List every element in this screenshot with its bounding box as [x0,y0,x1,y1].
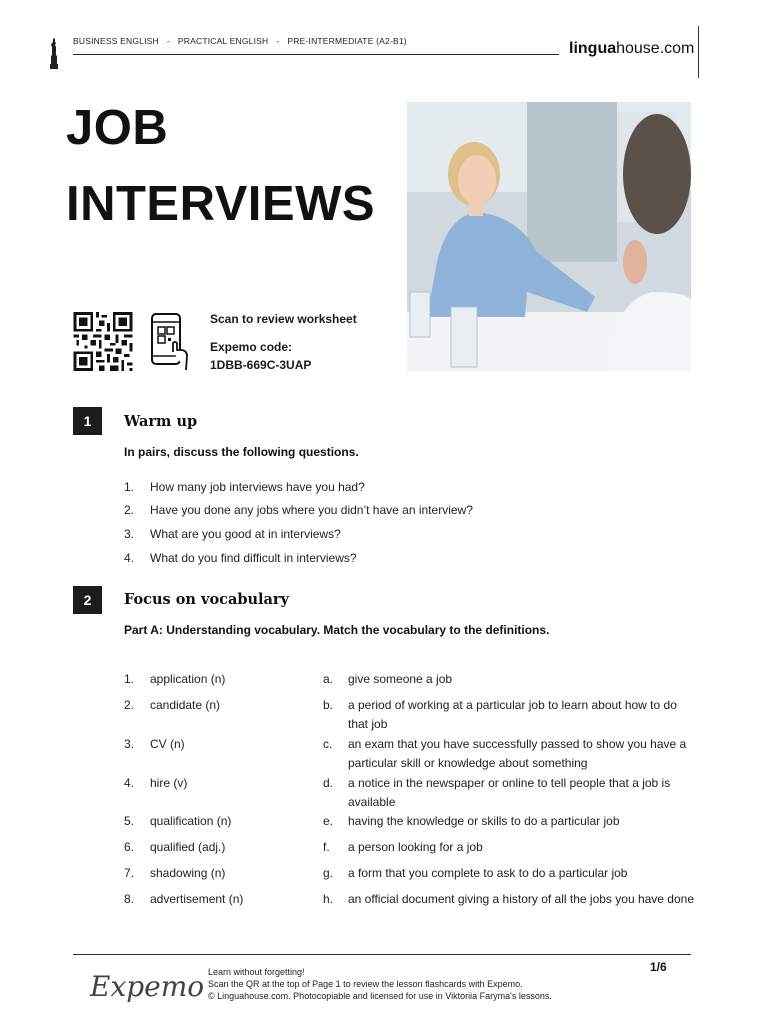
definition-letter: e. [323,814,334,828]
definition-letter: h. [323,892,334,906]
phone-scan-icon [149,312,191,372]
vocab-number: 5. [124,814,135,828]
definition-letter: f. [323,840,330,854]
vocab-number: 4. [124,776,135,790]
question-number: 1. [124,480,135,494]
page-title [66,90,375,242]
vocab-word: candidate (n) [150,698,221,712]
section-number-badge: 2 [73,586,102,614]
footer-line: Scan the QR at the top of Page 1 to review the lesson flashcards with Expemo. [208,979,523,989]
vocab-number: 7. [124,866,135,880]
question-text: What do you find difficult in interviews? [150,551,357,565]
definition-letter: g. [323,866,334,880]
vocab-number: 2. [124,698,135,712]
expemo-logo-text: Expemo [90,970,205,1003]
vocab-number: 1. [124,672,135,686]
vocab-word: qualification (n) [150,814,232,828]
definition-letter: d. [323,776,334,790]
question-number: 2. [124,503,135,517]
footer-text [208,966,552,1002]
definition-text: an exam that you have successfully passed to show you have a particular skill or knowledge about something [348,737,687,770]
breadcrumb-item: PRACTICAL ENGLISH [177,36,269,46]
breadcrumb-separator: - [166,36,170,46]
expemo-logo [88,962,205,1008]
question-text: Have you done any jobs where you didn’t have an interview? [150,503,473,517]
title-line: INTERVIEWS [66,177,376,231]
breadcrumb-separator: - [276,36,280,46]
vocab-word: application (n) [150,672,226,686]
title-line: JOB [66,101,169,155]
vocab-word: qualified (adj.) [150,840,226,854]
header-divider [73,54,559,55]
section-title: Warm up [124,413,198,430]
footer-line: Learn without forgetting! [208,967,305,977]
interview-photo [407,102,691,371]
section-instruction: In pairs, discuss the following questions. [124,445,359,459]
definition-text: a period of working at a particular job to learn about how to do that job [348,698,677,731]
definition-text: a notice in the newspaper or online to tell people that a job is available [348,776,671,809]
definition-text: a person looking for a job [348,840,483,854]
page-number: 1/6 [650,960,667,974]
section-title: Focus on vocabulary [124,591,289,608]
breadcrumb-item: PRE-INTERMEDIATE (A2-B1) [287,36,407,46]
question-number: 4. [124,551,135,565]
expemo-code-label: Expemo code: [210,340,293,354]
qr-code[interactable] [73,312,133,371]
question-text: How many job interviews have you had? [150,480,365,494]
question-number: 3. [124,527,135,541]
question-text: What are you good at in interviews? [150,527,341,541]
section-number-badge: 1 [73,407,102,435]
definition-letter: c. [323,737,333,751]
definition-text: an official document giving a history of all the jobs you have done [348,892,694,906]
brand-logo [569,40,694,58]
vocab-word: CV (n) [150,737,185,751]
footer-divider [73,954,691,955]
definition-letter: a. [323,672,334,686]
definition-text: having the knowledge or skills to do a particular job [348,814,620,828]
vocab-number: 3. [124,737,135,751]
vocab-word: advertisement (n) [150,892,244,906]
definition-letter: b. [323,698,334,712]
vocab-number: 6. [124,840,135,854]
expemo-code-value: 1DBB-669C-3UAP [210,358,312,372]
brand-rest: house.com [616,40,695,57]
brand-bold: lingua [569,40,617,57]
definition-text: a form that you complete to ask to do a particular job [348,866,628,880]
vocab-word: hire (v) [150,776,188,790]
definition-text: give someone a job [348,672,453,686]
vocab-number: 8. [124,892,135,906]
breadcrumb [73,36,407,46]
footer-line: © Linguahouse.com. Photocopiable and licensed for use in Viktoriia Faryma's lessons. [208,991,552,1001]
header-vertical-divider [698,26,699,78]
scan-label: Scan to review worksheet [210,312,357,326]
statue-of-liberty-icon [48,38,60,70]
breadcrumb-item: BUSINESS ENGLISH [73,36,159,46]
vocab-word: shadowing (n) [150,866,226,880]
section-instruction: Part A: Understanding vocabulary. Match the vocabulary to the definitions. [124,623,550,637]
